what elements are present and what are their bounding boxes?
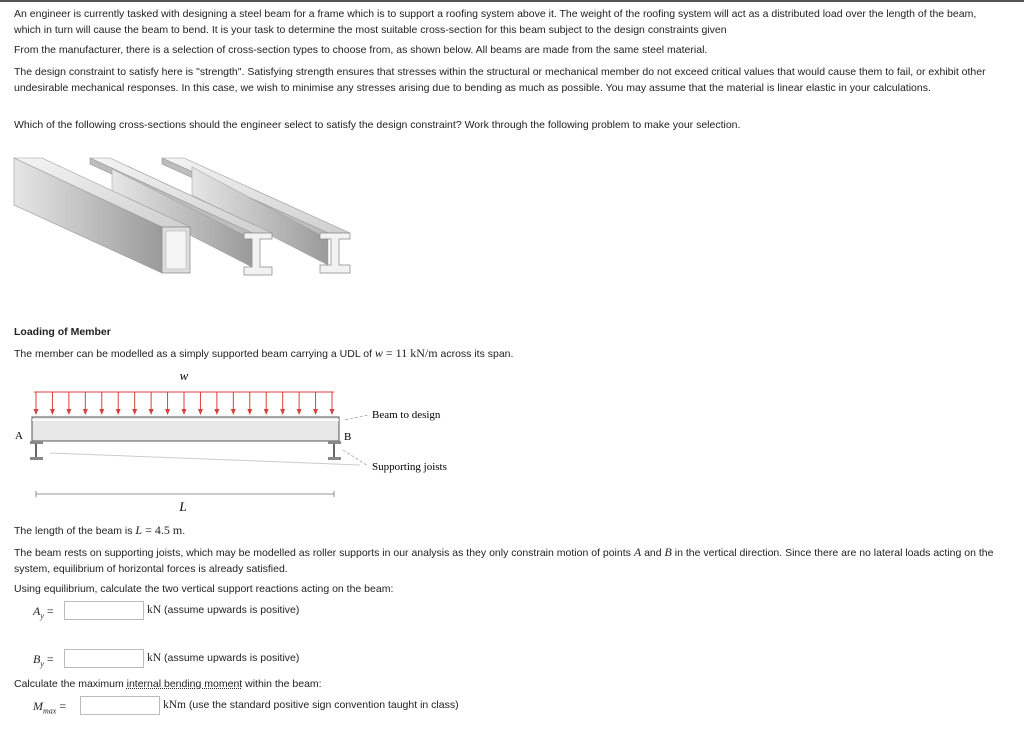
ay-input[interactable]	[64, 601, 144, 620]
by-subscript: y	[40, 659, 44, 669]
mmax-subscript: max	[43, 706, 57, 716]
mmax-unit	[163, 699, 459, 711]
equilibrium-prompt: Using equilibrium, calculate the two vertical support reactions acting on the beam:	[14, 583, 394, 595]
mmax-input[interactable]	[80, 696, 160, 715]
internal-bending-moment-link[interactable]: internal bending moment	[126, 678, 243, 690]
udl-arrow-head	[99, 409, 104, 415]
mmax-equals: =	[59, 699, 67, 713]
support-a	[30, 441, 43, 460]
cross-section-illustration	[12, 155, 357, 280]
intro-paragraph-2: From the manufacturer, there is a selection of cross-section types to choose from, as shown below. All beams are made from the same steel material.	[14, 44, 708, 56]
moment-prompt-before: Calculate the maximum	[14, 678, 127, 690]
w-unit: kN/m	[407, 346, 438, 360]
supports-text	[14, 544, 1004, 577]
joist-line	[50, 453, 360, 465]
ay-equals: =	[46, 604, 54, 618]
loading-heading: Loading of Member	[14, 326, 111, 338]
udl-arrows	[34, 392, 335, 415]
supports-text-1: The beam rests on supporting joists, which may be modelled as roller supports in our analysis as they only constrain motion of points	[14, 547, 634, 559]
ay-label	[33, 604, 54, 620]
callout-beam-to-design: Beam to design	[372, 409, 441, 421]
udl-arrow-head	[313, 409, 318, 415]
udl-arrow-head	[149, 409, 154, 415]
loading-text	[14, 345, 1004, 362]
length-text-before: The length of the beam is	[14, 525, 136, 537]
udl-arrow-head	[132, 409, 137, 415]
udl-arrow-head	[34, 409, 39, 415]
intro-paragraph-1: An engineer is currently tasked with designing a steel beam for a frame which is to support a roofing system above it. The weight of the roofing system will act as a distributed load over the length of the beam, which in turn will cause the beam to bend. It is your task to determine the most suitable cross-section for this beam subject to the design constraints given	[14, 8, 977, 36]
length-value: 4.5	[154, 523, 170, 537]
supports-point-b: B	[664, 545, 672, 559]
rectangular-beam-front	[14, 158, 190, 273]
udl-arrow-head	[264, 409, 269, 415]
udl-arrow-head	[83, 409, 88, 415]
mmax-unit-knm: kNm	[163, 699, 186, 711]
top-border	[0, 0, 1024, 2]
label-a: A	[15, 430, 23, 442]
by-equals: =	[46, 652, 54, 666]
udl-arrow-head	[231, 409, 236, 415]
support-b	[328, 441, 341, 460]
w-symbol: w	[374, 346, 383, 360]
udl-arrow-head	[198, 409, 203, 415]
length-l-label: L	[179, 499, 187, 514]
moment-prompt-after: within the beam:	[242, 678, 322, 690]
ay-unit-note: (assume upwards is positive)	[161, 604, 300, 616]
label-b: B	[344, 431, 352, 443]
intro-paragraph-4: Which of the following cross-sections should the engineer select to satisfy the design constraint? Work through the following problem to make your selection.	[14, 119, 741, 131]
mmax-unit-note: (use the standard positive sign convention taught in class)	[186, 699, 459, 711]
moment-prompt	[14, 676, 1004, 692]
length-equals: =	[142, 523, 155, 537]
udl-arrow-head	[116, 409, 121, 415]
udl-arrow-head	[182, 409, 187, 415]
length-symbol: L	[135, 523, 143, 537]
length-end: .	[182, 525, 186, 537]
udl-arrow-head	[330, 409, 335, 415]
udl-arrow-head	[297, 409, 302, 415]
callout-supporting-joists: Supporting joists	[372, 461, 447, 473]
w-equals: =	[382, 346, 396, 360]
ay-unit	[147, 604, 299, 616]
udl-arrow-head	[50, 409, 55, 415]
length-unit: m	[169, 523, 183, 537]
supports-and: and	[641, 547, 665, 559]
by-unit-note: (assume upwards is positive)	[161, 652, 300, 664]
supports-text-2: in the vertical direction. Since there are no lateral loads acting on the system, equilibrium of horizontal forces is already satisfied.	[14, 547, 994, 575]
mmax-label	[33, 699, 66, 715]
loading-text-before: The member can be modelled as a simply supported beam carrying a UDL of	[14, 348, 375, 360]
ay-subscript: y	[40, 611, 44, 621]
by-symbol: B	[33, 652, 41, 666]
udl-arrow-head	[66, 409, 71, 415]
w-value: 11	[395, 346, 408, 360]
supports-point-a: A	[633, 545, 642, 559]
udl-arrow-head	[214, 409, 219, 415]
by-unit-kn: kN	[147, 652, 162, 664]
beam-diagram	[0, 365, 500, 515]
callout-joists-line	[343, 450, 368, 466]
loading-text-after: across its span.	[437, 348, 514, 360]
callout-beam-line	[345, 415, 368, 420]
by-label	[33, 652, 54, 668]
ay-symbol: A	[33, 604, 41, 618]
by-unit	[147, 652, 299, 664]
mmax-symbol: M	[33, 699, 43, 713]
udl-arrow-head	[247, 409, 252, 415]
ay-unit-kn: kN	[147, 604, 162, 616]
udl-arrow-head	[280, 409, 285, 415]
intro-paragraph-3: The design constraint to satisfy here is "strength". Satisfying strength ensures that stresses within the structural or mechanical member do not exceed critical values that would cause them to fail, or exhibit other undesirable mechanical responses. In this case, we wish to minimise any stresses arising due to bending as much as possible. You may assume that the material is linear elastic in your calculations.	[14, 66, 986, 94]
udl-w-label: w	[179, 368, 189, 383]
udl-arrow-head	[165, 409, 170, 415]
by-input[interactable]	[64, 649, 144, 668]
length-text	[14, 522, 1004, 539]
